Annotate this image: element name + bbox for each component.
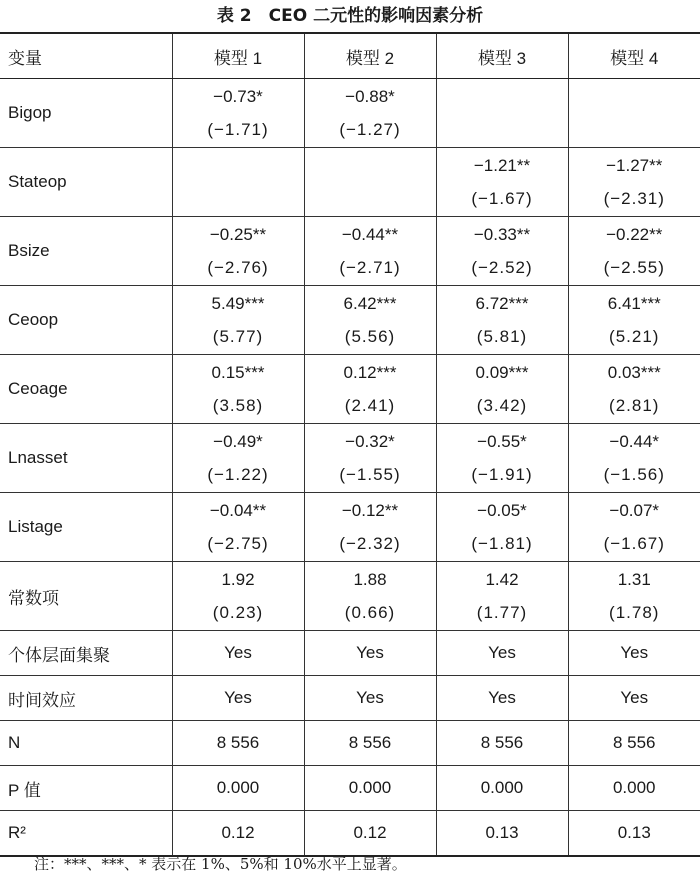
table-row bbox=[0, 217, 700, 286]
row-label: 时间效应 bbox=[0, 676, 172, 721]
t-statistic: (−1.71) bbox=[207, 120, 269, 139]
table-row bbox=[0, 355, 700, 424]
coefficient: 0.09*** bbox=[475, 363, 529, 382]
t-statistic: (−2.52) bbox=[471, 258, 533, 277]
t-statistic: (−1.27) bbox=[339, 120, 401, 139]
table-cell bbox=[436, 493, 568, 562]
coefficient: −0.32* bbox=[345, 432, 395, 451]
t-statistic: (5.21) bbox=[609, 327, 660, 346]
table-cell bbox=[568, 562, 700, 631]
table-row bbox=[0, 631, 700, 676]
coefficient: −0.33** bbox=[473, 225, 531, 244]
table-row bbox=[0, 811, 700, 857]
coefficient: −0.44* bbox=[609, 432, 660, 451]
table-cell bbox=[304, 286, 436, 355]
coefficient: −0.25** bbox=[209, 225, 267, 244]
table-cell bbox=[172, 286, 304, 355]
table-cell bbox=[436, 562, 568, 631]
table-row bbox=[0, 79, 700, 148]
table-cell: 8 556 bbox=[304, 721, 436, 766]
table-cell: 0.12 bbox=[304, 811, 436, 857]
table-cell bbox=[568, 148, 700, 217]
t-statistic: (−1.81) bbox=[471, 534, 533, 553]
table-cell bbox=[304, 355, 436, 424]
table-cell bbox=[436, 286, 568, 355]
table-title: 表 2 CEO 二元性的影响因素分析 bbox=[216, 6, 484, 26]
t-statistic: (−2.32) bbox=[339, 534, 401, 553]
table-cell bbox=[172, 217, 304, 286]
row-label: Listage bbox=[0, 493, 172, 562]
coefficient: −0.88* bbox=[345, 87, 395, 106]
t-statistic: (−2.76) bbox=[207, 258, 269, 277]
t-statistic: (2.41) bbox=[344, 396, 396, 415]
coefficient: −0.55* bbox=[477, 432, 527, 451]
row-label: Lnasset bbox=[0, 424, 172, 493]
table-row bbox=[0, 721, 700, 766]
table-cell bbox=[568, 286, 700, 355]
t-statistic: (−1.91) bbox=[471, 465, 533, 484]
row-label: Bsize bbox=[0, 217, 172, 286]
table-cell: Yes bbox=[436, 676, 568, 721]
table-row bbox=[0, 493, 700, 562]
table-cell bbox=[568, 493, 700, 562]
t-statistic: (5.77) bbox=[212, 327, 264, 346]
t-statistic: (3.58) bbox=[212, 396, 264, 415]
table-cell bbox=[436, 355, 568, 424]
t-statistic: (1.77) bbox=[476, 603, 528, 622]
t-statistic: (−2.71) bbox=[339, 258, 401, 277]
table-cell: 0.000 bbox=[568, 766, 700, 811]
table-cell bbox=[436, 424, 568, 493]
table-cell bbox=[172, 562, 304, 631]
coefficient: −1.21** bbox=[473, 156, 531, 175]
table-cell bbox=[436, 79, 568, 148]
table-cell: Yes bbox=[568, 631, 700, 676]
table-cell bbox=[436, 217, 568, 286]
coefficient: 0.15*** bbox=[211, 363, 265, 382]
table-cell: 0.13 bbox=[436, 811, 568, 857]
header-row bbox=[0, 33, 700, 79]
table-cell: Yes bbox=[304, 631, 436, 676]
t-statistic: (2.81) bbox=[609, 396, 660, 415]
row-label: N bbox=[0, 721, 172, 766]
table-cell: Yes bbox=[304, 676, 436, 721]
table-cell: 8 556 bbox=[172, 721, 304, 766]
table-cell bbox=[568, 79, 700, 148]
table-cell bbox=[304, 79, 436, 148]
row-label: Ceoage bbox=[0, 355, 172, 424]
t-statistic: (−1.22) bbox=[207, 465, 269, 484]
table-cell bbox=[436, 148, 568, 217]
table-row bbox=[0, 676, 700, 721]
t-statistic: (−1.67) bbox=[471, 189, 533, 208]
row-label: Stateop bbox=[0, 148, 172, 217]
header-model-3: 模型 3 bbox=[436, 33, 568, 79]
regression-table bbox=[0, 32, 700, 857]
table-row bbox=[0, 286, 700, 355]
coefficient: −0.44** bbox=[341, 225, 399, 244]
t-statistic: (0.66) bbox=[344, 603, 396, 622]
row-label: 常数项 bbox=[0, 562, 172, 631]
coefficient: 6.42*** bbox=[343, 294, 397, 313]
row-label: R² bbox=[0, 811, 172, 857]
header-variable: 变量 bbox=[0, 33, 172, 79]
coefficient: −1.27** bbox=[606, 156, 663, 175]
header-model-2: 模型 2 bbox=[304, 33, 436, 79]
coefficient: 6.72*** bbox=[475, 294, 529, 313]
t-statistic: (−1.56) bbox=[603, 465, 665, 484]
t-statistic: (−2.55) bbox=[603, 258, 665, 277]
table-cell: 0.000 bbox=[436, 766, 568, 811]
table-cell: Yes bbox=[436, 631, 568, 676]
t-statistic: (−2.31) bbox=[603, 189, 665, 208]
table-cell bbox=[172, 493, 304, 562]
row-label: P 值 bbox=[0, 766, 172, 811]
row-label: Bigop bbox=[0, 79, 172, 148]
table-cell bbox=[304, 562, 436, 631]
header-model-4: 模型 4 bbox=[568, 33, 700, 79]
coefficient: 1.92 bbox=[221, 570, 255, 589]
table-cell: 8 556 bbox=[568, 721, 700, 766]
table-cell bbox=[304, 148, 436, 217]
coefficient: 5.49*** bbox=[211, 294, 265, 313]
coefficient: −0.73* bbox=[213, 87, 263, 106]
t-statistic: (3.42) bbox=[476, 396, 528, 415]
table-cell: 8 556 bbox=[436, 721, 568, 766]
t-statistic: (−1.67) bbox=[603, 534, 665, 553]
table-cell bbox=[568, 424, 700, 493]
table-note: 注：***、***、* 表示在 1%、5%和 10%水平上显著。 bbox=[34, 855, 407, 873]
table-row bbox=[0, 148, 700, 217]
table-cell bbox=[568, 355, 700, 424]
coefficient: 1.42 bbox=[485, 570, 519, 589]
t-statistic: (−2.75) bbox=[207, 534, 269, 553]
t-statistic: (5.56) bbox=[344, 327, 396, 346]
coefficient: −0.07* bbox=[609, 501, 660, 520]
row-label: Ceoop bbox=[0, 286, 172, 355]
t-statistic: (1.78) bbox=[609, 603, 660, 622]
table-cell: 0.13 bbox=[568, 811, 700, 857]
header-model-1: 模型 1 bbox=[172, 33, 304, 79]
coefficient: −0.22** bbox=[606, 225, 663, 244]
table-cell bbox=[172, 148, 304, 217]
coefficient: −0.05* bbox=[477, 501, 527, 520]
table-cell: 0.000 bbox=[304, 766, 436, 811]
t-statistic: (0.23) bbox=[212, 603, 264, 622]
coefficient: −0.12** bbox=[341, 501, 399, 520]
table-cell: 0.000 bbox=[172, 766, 304, 811]
table-cell: 0.12 bbox=[172, 811, 304, 857]
coefficient: 6.41*** bbox=[607, 294, 661, 313]
table-row bbox=[0, 562, 700, 631]
table-cell bbox=[172, 79, 304, 148]
coefficient: −0.49* bbox=[213, 432, 263, 451]
coefficient: 1.31 bbox=[617, 570, 651, 589]
coefficient: −0.04** bbox=[209, 501, 267, 520]
table-row bbox=[0, 424, 700, 493]
t-statistic: (−1.55) bbox=[339, 465, 401, 484]
table-cell bbox=[568, 217, 700, 286]
table-cell bbox=[172, 355, 304, 424]
table-cell bbox=[172, 424, 304, 493]
table-cell bbox=[304, 217, 436, 286]
coefficient: 0.03*** bbox=[607, 363, 661, 382]
table-cell: Yes bbox=[172, 631, 304, 676]
table-cell: Yes bbox=[172, 676, 304, 721]
table-cell bbox=[304, 424, 436, 493]
table-cell bbox=[304, 493, 436, 562]
coefficient: 0.12*** bbox=[343, 363, 397, 382]
t-statistic: (5.81) bbox=[476, 327, 528, 346]
row-label: 个体层面集聚 bbox=[0, 631, 172, 676]
table-cell: Yes bbox=[568, 676, 700, 721]
coefficient: 1.88 bbox=[353, 570, 387, 589]
table-row bbox=[0, 766, 700, 811]
